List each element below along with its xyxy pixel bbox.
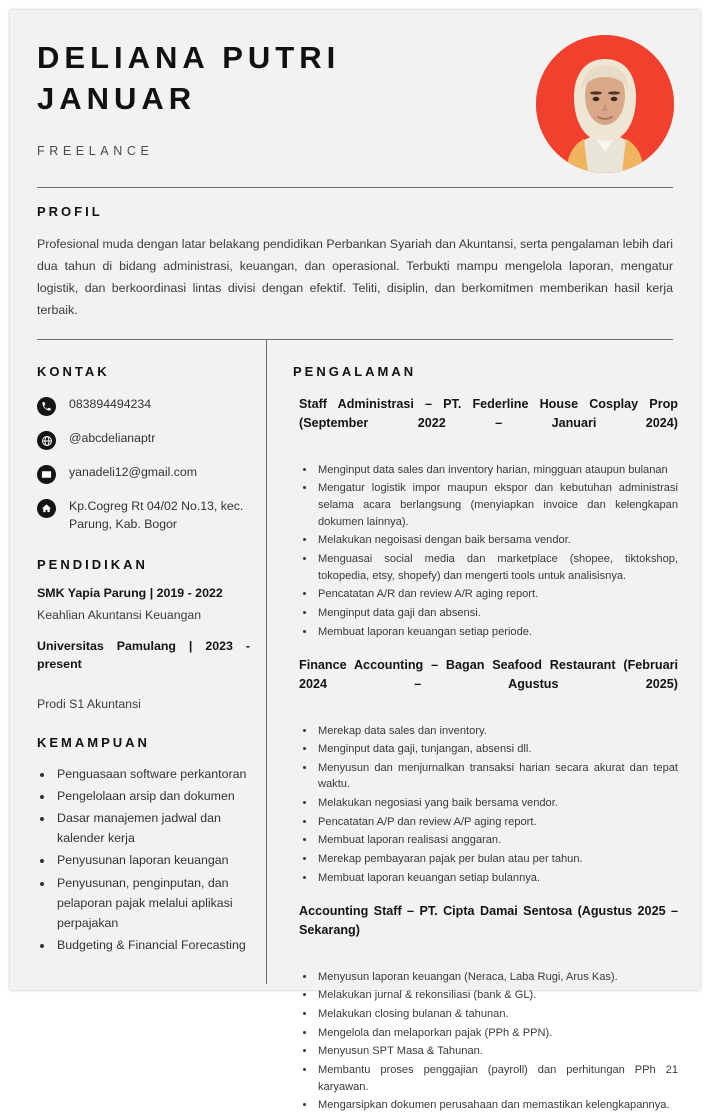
education-program: Prodi S1 Akuntansi	[37, 696, 141, 711]
list-item: • Merekap data sales dan inventory.	[316, 723, 678, 740]
list-item: • Melakukan jurnal & rekonsiliasi (bank & GL).	[316, 987, 678, 1004]
contact-item-social[interactable]	[37, 430, 250, 450]
left-column	[10, 340, 266, 984]
list-item: • Melakukan negosiasi yang baik bersama vendor.	[316, 795, 678, 812]
list-item: • Pencatatan A/P dan review A/P aging report.	[316, 814, 678, 831]
education-item	[37, 638, 250, 713]
list-item: • Membuat laporan keuangan setiap periode.	[316, 624, 678, 641]
globe-icon	[37, 431, 56, 450]
list-item: • Pengelolaan arsip dan dokumen	[54, 786, 250, 806]
job-title: Staff Administrasi – PT. Federline House Cosplay Prop (September 2022 – Januari 2024)	[299, 397, 678, 431]
contact-item-email[interactable]	[37, 464, 250, 484]
list-item: • Mengatur logistik impor maupun ekspor dan kebutuhan administrasi selama acara berlangsung (menyiapkan invoice dan kelengkapan dokumen lainnya).	[316, 480, 678, 530]
profile-text: Profesional muda dengan latar belakang pendidikan Perbankan Syariah dan Akuntansi, serta pengalaman lebih dari dua tahun di bidang administrasi, keuangan, dan operasional. Terbukti mampu mengelola laporan, mengatur logistik, dan berkoordinasi lintas divisi dengan efektif. Teliti, disiplin, dan berkomitmen memberikan hasil kerja terbaik.	[37, 237, 673, 318]
contact-value-email: yanadeli12@gmail.com	[69, 465, 198, 480]
list-item: • Membuat laporan realisasi anggaran.	[316, 832, 678, 849]
list-item: • Melakukan closing bulanan & tahunan.	[316, 1006, 678, 1023]
list-item: • Menginput data sales dan inventory harian, mingguan ataupun bulanan	[316, 462, 678, 479]
contact-section-title: KONTAK	[37, 364, 110, 380]
list-item: • Mengelola dan melaporkan pajak (PPh & PPN).	[316, 1025, 678, 1042]
list-item: • Melakukan negoisasi dengan baik bersama vendor.	[316, 532, 678, 549]
candidate-name: DELIANA PUTRI JANUAR	[37, 40, 341, 116]
contact-item-phone[interactable]	[37, 396, 250, 416]
job-duties-list	[293, 969, 678, 1114]
education-school: Universitas Pamulang | 2023 - present	[37, 638, 250, 671]
portrait-illustration	[536, 35, 674, 173]
envelope-icon	[37, 465, 56, 484]
list-item: • Menginput data gaji, tunjangan, absensi dll.	[316, 741, 678, 758]
list-item: • Penyusunan, penginputan, dan pelaporan pajak melalui aplikasi perpajakan	[54, 873, 250, 933]
contact-value-phone: 083894494234	[69, 397, 152, 412]
list-item: • Menguasai social media dan marketplace (shopee, tiktokshop, tokopedia, etsy, shopefy) dan mengerti tools untuk analisisnya.	[316, 551, 678, 584]
list-item: • Menyusun SPT Masa & Tahunan.	[316, 1043, 678, 1060]
education-section-title: PENDIDIKAN	[37, 557, 148, 573]
job-title: Finance Accounting – Bagan Seafood Restaurant (Februari 2024 – Agustus 2025)	[299, 658, 678, 692]
list-item: • Mengarsipkan dokumen perusahaan dan memastikan kelengkapannya.	[316, 1097, 678, 1114]
education-item	[37, 585, 250, 624]
profile-photo	[536, 35, 674, 173]
right-column	[267, 340, 700, 1112]
contact-item-address[interactable]	[37, 498, 250, 533]
experience-entry	[293, 395, 678, 640]
candidate-role: FREELANCE	[37, 143, 154, 158]
list-item: • Dasar manajemen jadwal dan kalender kerja	[54, 808, 250, 848]
education-school: SMK Yapia Parung | 2019 - 2022	[37, 586, 223, 601]
contact-list	[37, 396, 250, 533]
list-item: • Menyusun dan menjurnalkan transaksi harian secara akurat dan tepat waktu.	[316, 760, 678, 793]
contact-value-address: Kp.Cogreg Rt 04/02 No.13, kec. Parung, Kab. Bogor	[69, 499, 244, 531]
list-item: • Penguasaan software perkantoran	[54, 764, 250, 784]
job-title: Accounting Staff – PT. Cipta Damai Sentosa (Agustus 2025 – Sekarang)	[299, 904, 678, 938]
profile-section-title: PROFIL	[37, 204, 103, 219]
list-item: • Pencatatan A/R dan review A/R aging report.	[316, 586, 678, 603]
phone-icon	[37, 397, 56, 416]
list-item: • Membantu proses penggajian (payroll) dan perhitungan PPh 21 karyawan.	[316, 1062, 678, 1095]
skills-list	[37, 764, 250, 955]
list-item: • Menginput data gaji dan absensi.	[316, 605, 678, 622]
job-duties-list	[293, 723, 678, 887]
list-item: • Merekap pembayaran pajak per bulan atau per tahun.	[316, 851, 678, 868]
experience-section-title: PENGALAMAN	[293, 364, 417, 380]
resume-page	[10, 10, 700, 1112]
skills-section-title: KEMAMPUAN	[37, 735, 150, 751]
contact-value-social: @abcdelianaptr	[69, 431, 156, 446]
list-item: • Penyusunan laporan keuangan	[54, 850, 250, 870]
job-duties-list	[293, 462, 678, 640]
education-program: Keahlian Akuntansi Keuangan	[37, 608, 202, 623]
home-icon	[37, 499, 56, 518]
list-item: • Menyusun laporan keuangan (Neraca, Laba Rugi, Arus Kas).	[316, 969, 678, 986]
list-item: • Membuat laporan keuangan setiap bulannya.	[316, 870, 678, 887]
profile-section	[10, 188, 700, 321]
experience-entry	[293, 902, 678, 1114]
experience-entry	[293, 656, 678, 886]
resume-header	[10, 10, 700, 175]
list-item: • Budgeting & Financial Forecasting	[54, 935, 250, 955]
resume-body	[10, 340, 700, 1112]
